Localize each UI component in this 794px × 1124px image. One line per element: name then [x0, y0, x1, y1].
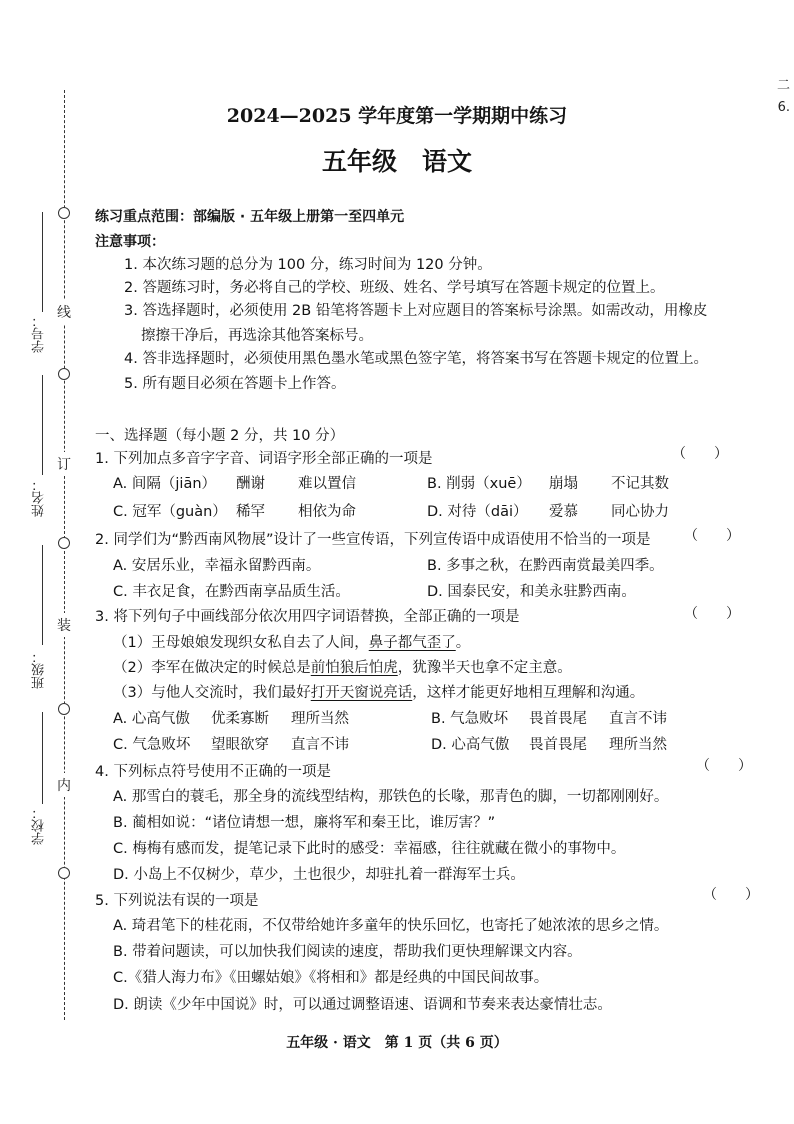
binding-hole	[58, 368, 70, 380]
q1-option-b-word3: 不记其数	[611, 476, 669, 492]
q1-option-b-word2: 崩塌	[549, 476, 578, 492]
q3-answer-paren: （ ）	[684, 606, 740, 622]
exam-title: 2024—2025 学年度第一学期期中练习	[226, 105, 568, 127]
q3-option-c-word3: 直言不讳	[291, 737, 349, 753]
q3-sentence-1: （1）王母娘娘发现织女私自去了人间，鼻子都气歪了。	[113, 635, 471, 651]
q5-stem: 5. 下列说法有误的一项是	[95, 893, 259, 909]
q4-option-a: A. 那雪白的蓑毛，那全身的流线型结构，那铁色的长喙，那青色的脚，一切都刚刚好。	[113, 789, 669, 805]
q3-option-b-word2: 畏首畏尾	[529, 711, 587, 727]
q1-option-a: A. 间隔（jiān）	[113, 476, 217, 492]
corner-mark-bottom: 6.	[777, 100, 790, 115]
binding-dashed-line	[64, 90, 65, 1020]
practice-scope: 练习重点范围：部编版 · 五年级上册第一至四单元	[95, 209, 405, 225]
note-3: 3. 答选择题时，必须使用 2B 铅笔将答题卡上对应题目的答案标号涂黑。如需改动，用橡皮	[124, 303, 708, 319]
q3-sentence-3: （3）与他人交流时，我们最好打开天窗说亮话，这样才能更好地相互理解和沟通。	[113, 685, 645, 701]
note-5: 5. 所有题目必须在答题卡上作答。	[124, 376, 346, 392]
q3-option-c: C. 气急败坏	[113, 737, 191, 753]
binding-hole	[58, 207, 70, 219]
school-line	[42, 712, 43, 804]
q4-option-d: D. 小岛上不仅树少，草少，土也很少，却驻扎着一群海军士兵。	[113, 867, 525, 883]
q2-option-c: C. 丰衣足食，在黔西南享品质生活。	[113, 584, 350, 600]
q1-option-c: C. 冠军（guàn）	[113, 504, 227, 520]
note-4: 4. 答非选择题时，必须使用黑色墨水笔或黑色签字笔，将答案书写在答题卡规定的位置上。	[124, 351, 708, 367]
note-1: 1. 本次练习题的总分为 100 分，练习时间为 120 分钟。	[124, 257, 492, 273]
q1-option-d-word3: 同心协力	[611, 504, 669, 520]
q4-answer-paren: （ ）	[696, 758, 752, 774]
note-3-cont: 擦擦干净后，再选涂其他答案标号。	[141, 328, 373, 344]
notes-heading: 注意事项：	[95, 234, 165, 250]
q3-option-a: A. 心高气傲	[113, 711, 190, 727]
q5-option-d: D. 朗读《少年中国说》时，可以通过调整语速、语调和节奏来表达豪情壮志。	[113, 997, 612, 1013]
seal-char-bind: 订	[57, 452, 71, 476]
q2-answer-paren: （ ）	[684, 528, 740, 544]
q3-underlined-3: 打开天窗说亮话	[310, 685, 413, 701]
q1-option-c-word3: 相依为命	[298, 504, 356, 520]
q2-option-a: A. 安居乐业，幸福永留黔西南。	[113, 558, 321, 574]
q3-option-d-word2: 畏首畏尾	[529, 737, 587, 753]
note-2: 2. 答题练习时，务必将自己的学校、班级、姓名、学号填写在答题卡规定的位置上。	[124, 280, 665, 296]
q3-underlined-1: 鼻子都气歪了	[368, 635, 456, 651]
binding-hole	[58, 703, 70, 715]
q4-stem: 4. 下列标点符号使用不正确的一项是	[95, 764, 331, 780]
q2-stem: 2. 同学们为“黔西南风物展”设计了一些宣传语，下列宣传语中成语使用不恰当的一项是	[95, 532, 651, 548]
q1-option-a-word2: 酬谢	[236, 476, 265, 492]
q5-option-c: C.《猎人海力布》《田螺姑娘》《将相和》都是经典的中国民间故事。	[113, 970, 549, 986]
q1-option-c-word2: 稀罕	[236, 504, 265, 520]
q3-underlined-2: 前怕狼后怕虎	[310, 660, 398, 676]
q1-option-a-word3: 难以置信	[298, 476, 356, 492]
page-footer: 五年级 · 语文 第 1 页（共 6 页）	[286, 1035, 508, 1051]
seal-char-inner: 内	[57, 773, 71, 797]
q4-option-b: B. 蔺相如说：“诸位请想一想，廉将军和秦王比，谁厉害？”	[113, 815, 496, 831]
q5-option-a: A. 琦君笔下的桂花雨，不仅带给她许多童年的快乐回忆，也寄托了她浓浓的思乡之情。	[113, 918, 669, 934]
name-line	[42, 375, 43, 475]
q1-option-b: B. 削弱（xuē）	[427, 476, 531, 492]
school-label: 学校：	[32, 806, 47, 845]
q2-option-d: D. 国泰民安，和美永驻黔西南。	[427, 584, 636, 600]
seal-char-line: 线	[57, 300, 71, 324]
q1-option-d: D. 对待（dāi）	[427, 504, 528, 520]
q3-option-a-word3: 理所当然	[291, 711, 349, 727]
name-label: 姓名：	[32, 478, 47, 517]
q4-option-c: C. 梅梅有感而发，提笔记录下此时的感受：幸福感，往往就藏在微小的事物中。	[113, 841, 626, 857]
student-id-line	[42, 212, 43, 312]
class-line	[42, 545, 43, 645]
seal-char-pack: 装	[57, 613, 71, 637]
binding-hole	[58, 867, 70, 879]
q1-answer-paren: （ ）	[672, 446, 728, 462]
q3-option-b-word3: 直言不讳	[609, 711, 667, 727]
q3-option-c-word2: 望眼欲穿	[211, 737, 269, 753]
q3-option-d-word3: 理所当然	[609, 737, 667, 753]
q5-option-b: B. 带着问题读，可以加快我们阅读的速度，帮助我们更快理解课文内容。	[113, 944, 582, 960]
q2-option-b: B. 多事之秋，在黔西南赏最美四季。	[427, 558, 664, 574]
q3-stem: 3. 将下列句子中画线部分依次用四字词语替换，全部正确的一项是	[95, 609, 520, 625]
q3-option-d: D. 心高气傲	[431, 737, 510, 753]
class-label: 班级：	[32, 650, 47, 689]
q5-answer-paren: （ ）	[703, 887, 759, 903]
student-id-label: 学号：	[32, 314, 47, 353]
q1-stem: 1. 下列加点多音字字音、词语字形全部正确的一项是	[95, 451, 433, 467]
q3-option-a-word2: 优柔寡断	[211, 711, 269, 727]
q1-option-d-word2: 爱慕	[549, 504, 578, 520]
binding-hole	[58, 537, 70, 549]
q3-option-b: B. 气急败坏	[431, 711, 509, 727]
corner-mark-top: 二	[776, 78, 790, 93]
exam-subject: 五年级 语文	[321, 147, 472, 176]
q3-sentence-2: （2）李军在做决定的时候总是前怕狼后怕虎，犹豫半天也拿不定主意。	[113, 660, 572, 676]
section-heading: 一、选择题（每小题 2 分，共 10 分）	[95, 428, 345, 444]
